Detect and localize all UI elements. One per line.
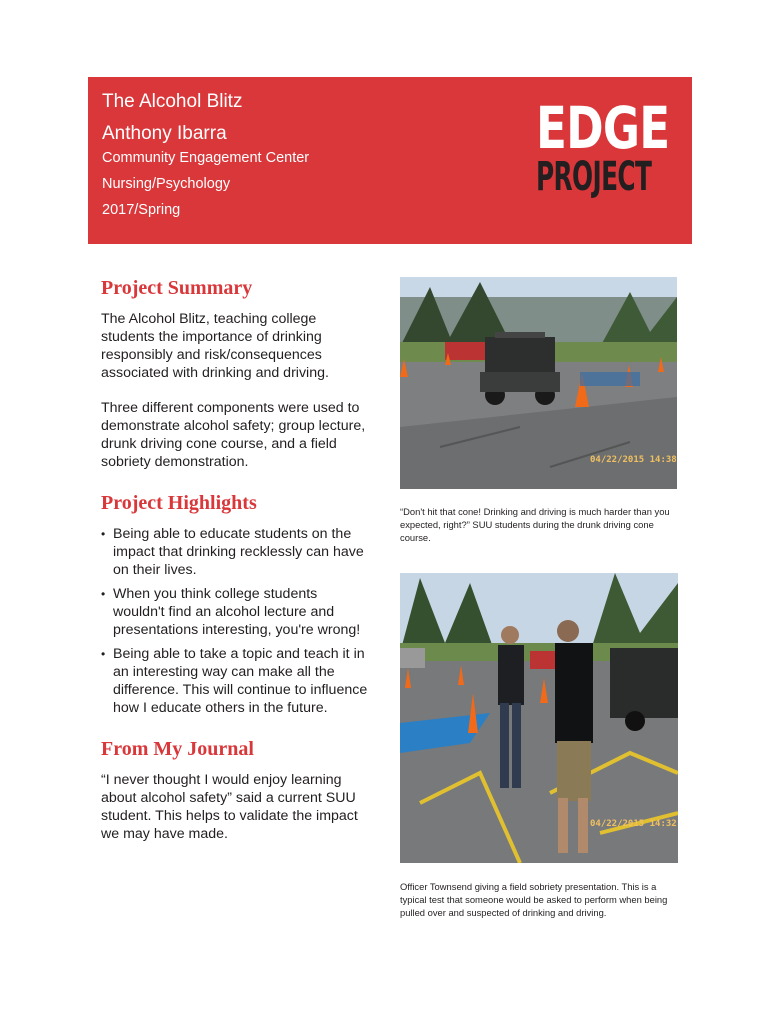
organization: Community Engagement Center — [102, 150, 310, 166]
list-item: • Being able to take a topic and teach it in an interesting way can make all the difference. This will continue to influence how I educate others in the future. — [101, 645, 369, 717]
field-sobriety-illustration — [400, 573, 678, 863]
photo-datestamp: 04/22/2015 14:38 — [590, 455, 677, 465]
list-item: • When you think college students wouldn't find an alcohol lecture and presentations interesting, you're wrong! — [101, 585, 369, 639]
photo-datestamp: 04/22/2015 14:32 — [590, 819, 677, 829]
project-title: The Alcohol Blitz — [102, 91, 243, 112]
edge-project-logo — [536, 94, 670, 200]
summary-paragraph-1: The Alcohol Blitz, teaching college students the importance of drinking responsibly and risk/consequences associated with drinking and driving. — [101, 311, 329, 381]
header-text — [102, 91, 309, 227]
term: 2017/Spring — [102, 202, 181, 218]
journal-heading: From My Journal — [101, 738, 254, 760]
cone-course-photo — [400, 277, 677, 489]
cone-course-caption: “Don't hit that cone! Drinking and driving is much harder than you expected, right?” SUU students during the drunk driving cone course. — [400, 506, 670, 543]
logo-word-edge: EDGE — [536, 94, 670, 162]
left-column — [101, 276, 369, 843]
author-name: Anthony Ibarra — [102, 123, 227, 144]
highlights-list — [101, 525, 369, 717]
field-sobriety-photo — [400, 573, 678, 863]
list-item: • Being able to educate students on the impact that drinking recklessly can have on their lives. — [101, 525, 369, 579]
field-sobriety-caption: Officer Townsend giving a field sobriety presentation. This is a typical test that someone would be asked to perform when being pulled over and suspected of drinking and driving. — [400, 881, 668, 918]
header-banner — [88, 77, 692, 244]
summary-heading: Project Summary — [101, 277, 253, 299]
journal-quote: “I never thought I would enjoy learning about alcohol safety” said a current SUU student. This helps to validate the impact we may have made. — [101, 772, 358, 842]
department: Nursing/Psychology — [102, 176, 231, 192]
cone-course-illustration — [400, 277, 677, 489]
logo-word-project: PROJECT — [536, 154, 652, 200]
summary-paragraph-2: Three different components were used to demonstrate alcohol safety; group lecture, drunk driving cone course, and a field sobriety demonstration. — [101, 400, 366, 470]
highlights-heading: Project Highlights — [101, 492, 257, 514]
